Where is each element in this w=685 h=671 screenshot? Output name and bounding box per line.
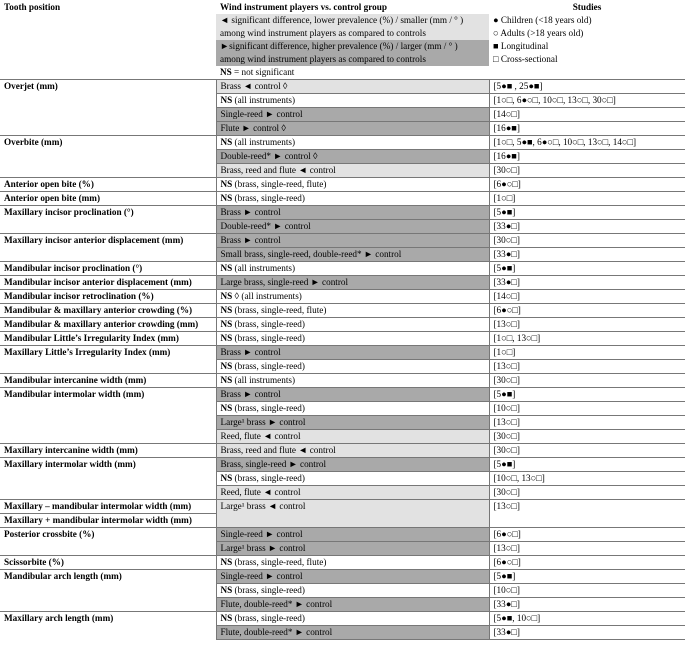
tooth-position-cell: Mandibular intermolar width (mm): [0, 388, 216, 444]
studies-cell: [13○□]: [489, 416, 685, 430]
comparison-cell: NS (brass, single-reed, flute): [216, 556, 489, 570]
comparison-cell: Large¹ brass ◄ control: [216, 500, 489, 528]
header-studies: Studies: [572, 2, 602, 12]
comparison-cell: Reed, flute ◄ control: [216, 486, 489, 500]
comparison-cell: NS (brass, single-reed): [216, 612, 489, 626]
comparison-cell: NS (brass, single-reed): [216, 360, 489, 374]
studies-cell: [33●□]: [489, 248, 685, 262]
comparison-cell: NS (brass, single-reed, flute): [216, 304, 489, 318]
studies-cell: [30○□]: [489, 486, 685, 500]
comparison-cell: Single-reed ► control: [216, 570, 489, 584]
table-row: [0, 528, 685, 542]
studies-cell: [33●□]: [489, 598, 685, 612]
studies-cell: [1○□, 5●■, 6●○□, 10○□, 13○□, 14○□]: [489, 136, 685, 150]
comparison-cell: NS ◊ (all instruments): [216, 290, 489, 304]
table-row: [0, 346, 685, 360]
tooth-position-cell: Mandibular incisor retroclination (%): [0, 290, 216, 304]
table-row: [0, 136, 685, 150]
comparison-cell: Flute, double-reed* ► control: [216, 626, 489, 640]
tooth-position-cell: Maxillary Little’s Irregularity Index (mm): [0, 346, 216, 374]
studies-cell: [1○□]: [489, 192, 685, 206]
studies-cell: [30○□]: [489, 234, 685, 248]
tooth-position-cell: Mandibular & maxillary anterior crowding (mm): [0, 318, 216, 332]
studies-cell: [5●■]: [489, 206, 685, 220]
tooth-position-cell: Maxillary incisor proclination (°): [0, 206, 216, 234]
table-row: [0, 192, 685, 206]
tooth-position-cell: Maxillary arch length (mm): [0, 612, 216, 640]
comparison-cell: Large brass, single-reed ► control: [216, 276, 489, 290]
studies-cell: [33●□]: [489, 626, 685, 640]
table-row: [0, 458, 685, 472]
table-row: [0, 318, 685, 332]
tooth-position-cell: Overjet (mm): [0, 80, 216, 136]
studies-cell: [5●■ , 25●■]: [489, 80, 685, 94]
tooth-position-cell: Mandibular intercanine width (mm): [0, 374, 216, 388]
comparison-cell: Large¹ brass ► control: [216, 542, 489, 556]
legend-lower: ◄ significant difference, lower prevalence (%) / smaller (mm / ° ) among wind instrument players as compared to controls: [216, 14, 489, 40]
tooth-position-cell: Maxillary intercanine width (mm): [0, 444, 216, 458]
studies-cell: [1○□, 6●○□, 10○□, 13○□, 30○□]: [489, 94, 685, 108]
studies-cell: [16●■]: [489, 122, 685, 136]
comparison-cell: Large¹ brass ► control: [216, 416, 489, 430]
studies-cell: [6●○□]: [489, 304, 685, 318]
studies-cell: [30○□]: [489, 164, 685, 178]
studies-cell: [30○□]: [489, 374, 685, 388]
comparison-cell: Single-reed ► control: [216, 528, 489, 542]
legend-ns: NS = not significant: [220, 67, 295, 78]
legend-children: ● Children (<18 years old): [493, 15, 592, 26]
header-wind-vs-control: Wind instrument players vs. control group: [220, 2, 387, 12]
tooth-position-cell: Mandibular arch length (mm): [0, 570, 216, 612]
tooth-position-cell: Mandibular incisor anterior displacement (mm): [0, 276, 216, 290]
comparison-cell: NS (brass, single-reed): [216, 584, 489, 598]
studies-cell: [10○□]: [489, 584, 685, 598]
studies-cell: [30○□]: [489, 444, 685, 458]
tooth-position-cell: Mandibular Little’s Irregularity Index (mm): [0, 332, 216, 346]
comparison-cell: Brass ◄ control ◊: [216, 80, 489, 94]
header-tooth-position: Tooth position: [4, 2, 61, 12]
table-row: [0, 80, 685, 94]
tooth-position-cell: Scissorbite (%): [0, 556, 216, 570]
tooth-position-cell: Mandibular incisor proclination (°): [0, 262, 216, 276]
comparison-cell: NS (all instruments): [216, 374, 489, 388]
studies-cell: [13○□]: [489, 500, 685, 528]
comparison-cell: Brass ► control: [216, 388, 489, 402]
tooth-position-cell: Maxillary – mandibular intermolar width (mm): [0, 500, 216, 514]
comparison-cell: Small brass, single-reed, double-reed* ► control: [216, 248, 489, 262]
legend-higher: ►significant difference, higher prevalence (%) / larger (mm / ° ) among wind instrument players as compared to controls: [216, 40, 489, 66]
comparison-cell: Brass ► control: [216, 346, 489, 360]
legend-cross-sectional: □ Cross-sectional: [493, 54, 558, 65]
studies-cell: [5●■]: [489, 458, 685, 472]
studies-cell: [16●■]: [489, 150, 685, 164]
legend-adults: ○ Adults (>18 years old): [493, 28, 584, 39]
comparison-cell: NS (brass, single-reed): [216, 192, 489, 206]
studies-cell: [10○□]: [489, 402, 685, 416]
table-row: [0, 276, 685, 290]
comparison-cell: NS (brass, single-reed): [216, 332, 489, 346]
table-row: [0, 612, 685, 626]
comparison-cell: NS (brass, single-reed, flute): [216, 178, 489, 192]
table-row: [0, 556, 685, 570]
table-row: [0, 304, 685, 318]
studies-cell: [14○□]: [489, 290, 685, 304]
comparison-cell: Flute ► control ◊: [216, 122, 489, 136]
studies-cell: [14○□]: [489, 108, 685, 122]
comparison-cell: NS (all instruments): [216, 136, 489, 150]
table-row: [0, 262, 685, 276]
table-row: [0, 206, 685, 220]
studies-cell: [6●○□]: [489, 556, 685, 570]
table-row: [0, 444, 685, 458]
tooth-position-cell: Overbite (mm): [0, 136, 216, 178]
table-row: [0, 570, 685, 584]
legend-longitudinal: ■ Longitudinal: [493, 41, 549, 52]
tooth-position-cell: Anterior open bite (%): [0, 178, 216, 192]
table-row: [0, 388, 685, 402]
tooth-position-cell: Maxillary incisor anterior displacement (mm): [0, 234, 216, 262]
studies-cell: [13○□]: [489, 360, 685, 374]
comparison-cell: NS (brass, single-reed): [216, 472, 489, 486]
comparison-cell: NS (brass, single-reed): [216, 318, 489, 332]
tooth-position-cell: Posterior crossbite (%): [0, 528, 216, 556]
comparison-cell: NS (all instruments): [216, 262, 489, 276]
comparison-cell: Single-reed ► control: [216, 108, 489, 122]
studies-cell: [30○□]: [489, 430, 685, 444]
comparison-cell: Double-reed* ► control: [216, 220, 489, 234]
comparison-cell: Brass, single-reed ► control: [216, 458, 489, 472]
comparison-cell: Flute, double-reed* ► control: [216, 598, 489, 612]
comparison-cell: NS (all instruments): [216, 94, 489, 108]
studies-cell: [6●○□]: [489, 178, 685, 192]
studies-cell: [13○□]: [489, 542, 685, 556]
studies-cell: [1○□, 13○□]: [489, 332, 685, 346]
table-row: [0, 374, 685, 388]
studies-cell: [33●□]: [489, 276, 685, 290]
table-row: [0, 178, 685, 192]
comparison-cell: Brass ► control: [216, 234, 489, 248]
tooth-position-cell: Maxillary + mandibular intermolar width (mm): [0, 514, 216, 528]
studies-cell: [5●■, 10○□]: [489, 612, 685, 626]
studies-cell: [5●■]: [489, 262, 685, 276]
comparison-cell: Brass ► control: [216, 206, 489, 220]
tooth-position-cell: Anterior open bite (mm): [0, 192, 216, 206]
table-row: [0, 500, 685, 514]
studies-cell: [5●■]: [489, 570, 685, 584]
comparison-cell: Brass, reed and flute ◄ control: [216, 164, 489, 178]
comparison-cell: NS (brass, single-reed): [216, 402, 489, 416]
table-row: [0, 290, 685, 304]
comparison-cell: Brass, reed and flute ◄ control: [216, 444, 489, 458]
studies-cell: [13○□]: [489, 318, 685, 332]
table-row: [0, 234, 685, 248]
studies-cell: [1○□]: [489, 346, 685, 360]
tooth-position-cell: Maxillary intermolar width (mm): [0, 458, 216, 500]
studies-cell: [33●□]: [489, 220, 685, 234]
comparison-cell: Double-reed* ► control ◊: [216, 150, 489, 164]
studies-cell: [5●■]: [489, 388, 685, 402]
comparison-cell: Reed, flute ◄ control: [216, 430, 489, 444]
table-row: [0, 332, 685, 346]
tooth-position-cell: Mandibular & maxillary anterior crowding (%): [0, 304, 216, 318]
studies-cell: [10○□, 13○□]: [489, 472, 685, 486]
studies-cell: [6●○□]: [489, 528, 685, 542]
